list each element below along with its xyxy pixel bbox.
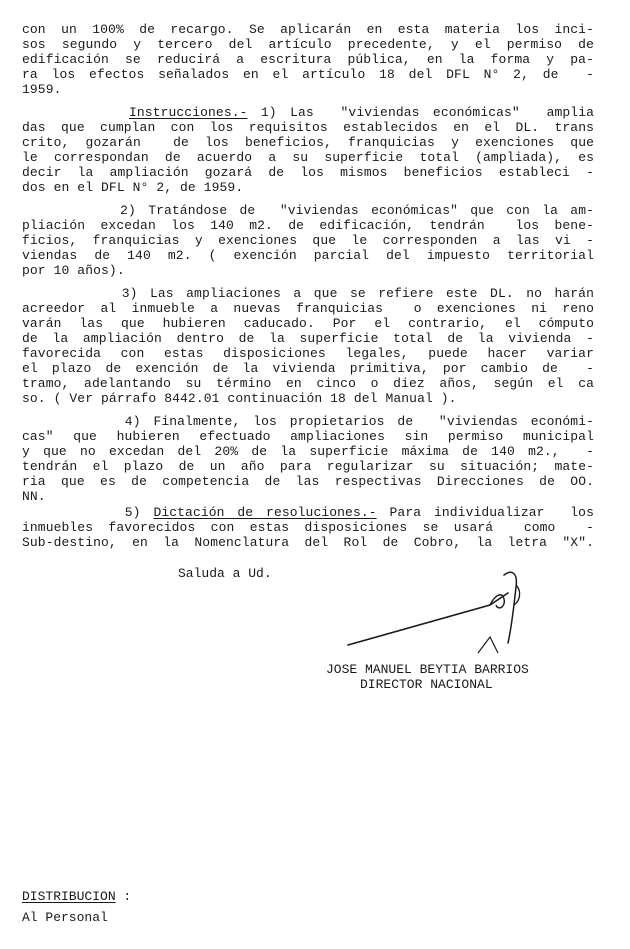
p2-line-5: por 10 años). [22,263,125,278]
p5-prefix: 5) [22,505,154,520]
p1-line-1 [22,105,594,120]
p3-line-7: tramo, adelantando su término en cinco o diez años, según el ca [22,376,594,391]
instrucciones-heading: Instrucciones.- [129,105,248,120]
p1-line-5: decir la ampliación gozará de los mismos beneficios estableci - [22,165,594,180]
p1-line-6: dos en el DFL N° 2, de 1959. [22,180,244,195]
p4-line-6: NN. [22,489,46,504]
distribution-colon: : [115,889,132,904]
signature-mark [340,565,540,665]
p1-line-4: le correspondan de acuerdo a su superficie total (ampliada), es [22,150,594,165]
p4-line-2: cas" que hubieren efectuado ampliaciones sin permiso municipal [22,429,594,444]
p1-first-rest: 1) Las "viviendas económicas" amplia [247,105,594,120]
p1-line-3: crito, gozarán de los beneficios, franquicias y exenciones que [22,135,594,150]
p4-line-1: 4) Finalmente, los propietarios de "viviendas económi- [22,414,594,429]
intro-line-5: 1959. [22,82,62,97]
p4-line-3: y que no excedan del 20% de la superficie máxima de 140 m2., - [22,444,594,459]
p5-line-2: inmuebles favorecidos con estas disposiciones se usará como - [22,520,594,535]
p5-line-3: Sub-destino, en la Nomenclatura del Rol de Cobro, la letra "X". [22,535,594,550]
p3-line-6: el plazo de exención de la vivienda primitiva, por cambio de - [22,361,594,376]
intro-line-3: edificación se reducirá a escritura pública, en la forma y pa- [22,52,594,67]
intro-line-4: ra los efectos señalados en el artículo 18 del DFL N° 2, de - [22,67,594,82]
signer-name: JOSE MANUEL BEYTIA BARRIOS [326,662,529,677]
p3-line-4: de la ampliación dentro de la superficie total de la vivienda - [22,331,594,346]
p5-first-rest: Para individualizar los [376,505,594,520]
p3-line-3: varán las que hubieren caducado. Por el contrario, el cómputo [22,316,594,331]
p3-line-1: 3) Las ampliaciones a que se refiere este DL. no harán [22,286,594,301]
p3-line-8: so. ( Ver párrafo 8442.01 continuación 18 del Manual ). [22,391,457,406]
p5-line-1 [22,505,594,520]
p2-line-4: viendas de 140 m2. ( exención parcial del impuesto territorial [22,248,594,263]
intro-line-2: sos segundo y tercero del artículo precedente, y el permiso de [22,37,594,52]
p3-line-5: favorecida con estas disposiciones legales, puede hacer variar [22,346,594,361]
p4-line-4: tendrán el plazo de un año para regularizar su situación; mate- [22,459,594,474]
p1-line-2: das que cumplan con los requisitos establecidos en el DL. trans [22,120,594,135]
distribution-recipient: Al Personal [22,910,108,925]
p2-line-3: ficios, franquicias y exenciones que le corresponden a las vi - [22,233,594,248]
salutation: Saluda a Ud. [178,566,272,581]
distribution-label [22,889,131,904]
signer-title: DIRECTOR NACIONAL [360,677,493,692]
distribution-heading: DISTRIBUCION [22,889,116,904]
p2-line-1: 2) Tratándose de "viviendas económicas" que con la am- [22,203,594,218]
p2-line-2: pliación excedan los 140 m2. de edificación, tendrán los bene- [22,218,594,233]
intro-line-1: con un 100% de recargo. Se aplicarán en esta materia los inci- [22,22,594,37]
dictacion-heading: Dictación de resoluciones.- [153,505,377,520]
p4-line-5: ria que es de competencia de las respectivas Direcciones de OO. [22,474,594,489]
p3-line-2: acreedor al inmueble a nuevas franquicias o exenciones ni reno [22,301,594,316]
